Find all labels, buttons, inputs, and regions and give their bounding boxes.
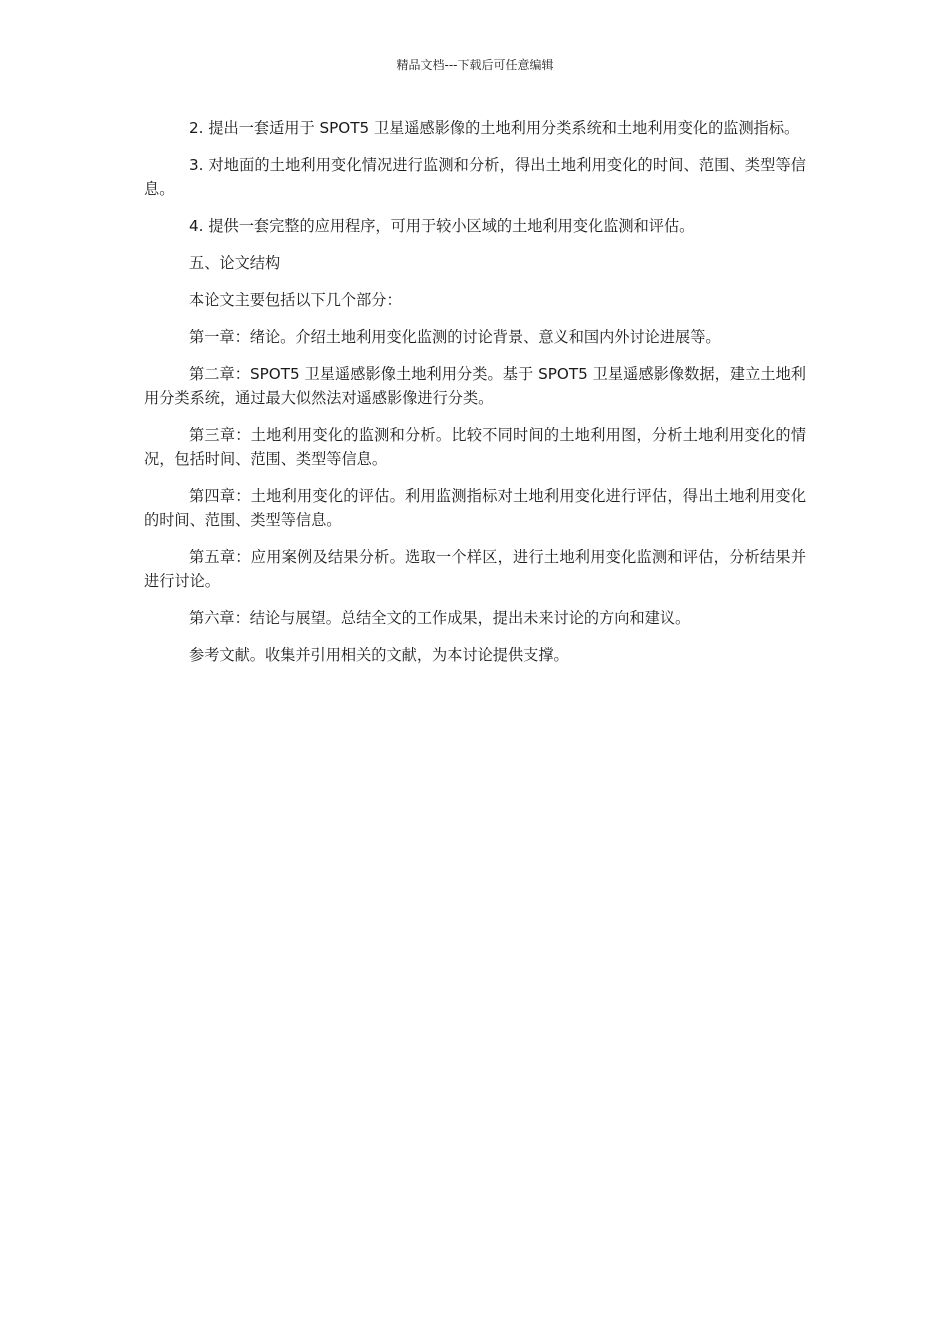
document-body [144,116,806,680]
section-heading-thesis-structure: 五、论文结构 [189,254,281,272]
paragraph-objective-3: 3. 对地面的土地利用变化情况进行监测和分析，得出土地利用变化的时间、范围、类型等信息。 [144,156,806,198]
page-header: 精品文档---下载后可任意编辑 [396,58,554,72]
paragraph-chapter-2: 第二章：SPOT5 卫星遥感影像土地利用分类。基于 SPOT5 卫星遥感影像数据，建立土地利用分类系统，通过最大似然法对遥感影像进行分类。 [144,365,806,407]
paragraph-chapter-6: 第六章：结论与展望。总结全文的工作成果，提出未来讨论的方向和建议。 [189,609,691,627]
paragraph-chapter-3: 第三章：土地利用变化的监测和分析。比较不同时间的土地利用图，分析土地利用变化的情况，包括时间、范围、类型等信息。 [144,426,806,468]
paragraph-chapter-5: 第五章：应用案例及结果分析。选取一个样区，进行土地利用变化监测和评估，分析结果并进行讨论。 [144,548,806,590]
paragraph-references: 参考文献。收集并引用相关的文献，为本讨论提供支撑。 [189,646,569,664]
paragraph-chapter-4: 第四章：土地利用变化的评估。利用监测指标对土地利用变化进行评估，得出土地利用变化的时间、范围、类型等信息。 [144,487,806,529]
paragraph-objective-4: 4. 提供一套完整的应用程序，可用于较小区域的土地利用变化监测和评估。 [189,217,695,235]
paragraph-structure-intro: 本论文主要包括以下几个部分： [189,291,402,309]
paragraph-chapter-1: 第一章：绪论。介绍土地利用变化监测的讨论背景、意义和国内外讨论进展等。 [189,328,721,346]
paragraph-objective-2: 2. 提出一套适用于 SPOT5 卫星遥感影像的土地利用分类系统和土地利用变化的监测指标。 [189,119,800,137]
